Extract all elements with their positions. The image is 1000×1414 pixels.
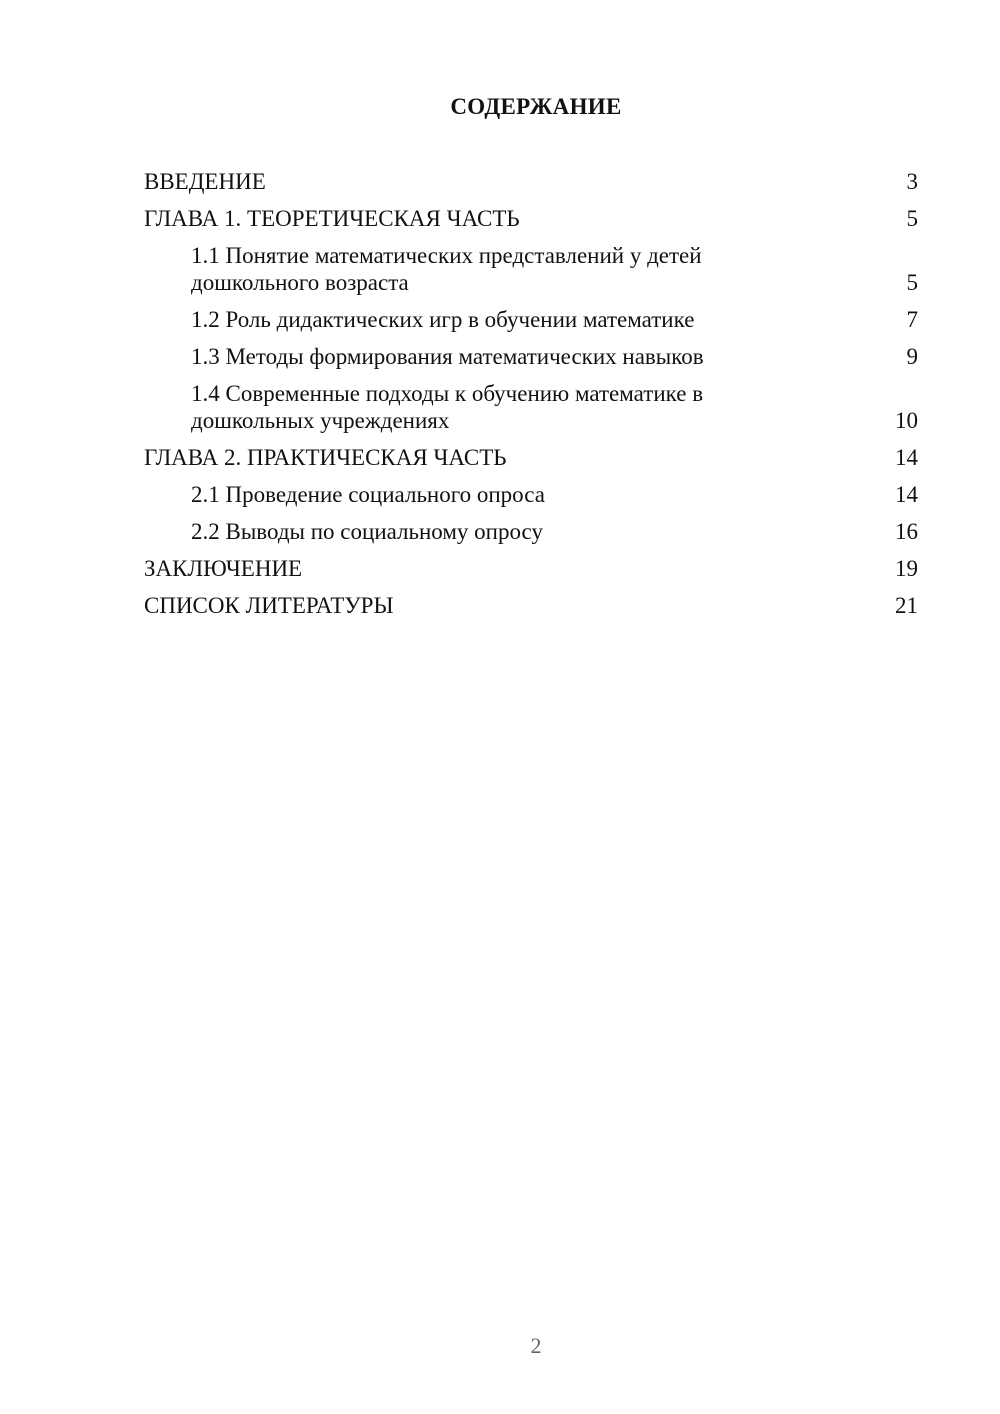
toc-entry-references[interactable] xyxy=(144,592,918,619)
toc-entry-label: 1.3 Методы формирования математических навыков xyxy=(191,344,704,369)
toc-entry-page: 5 xyxy=(906,270,918,295)
table-of-contents xyxy=(144,168,918,629)
toc-entry-page: 19 xyxy=(895,556,918,581)
toc-entry-label: 2.2 Выводы по социальному опросу xyxy=(191,519,543,544)
toc-entry-section-1-2[interactable] xyxy=(144,306,918,333)
page-number: 2 xyxy=(530,1333,542,1358)
page-title: СОДЕРЖАНИЕ xyxy=(450,94,622,119)
toc-entry-page: 9 xyxy=(906,344,918,369)
toc-entry-chapter-1[interactable] xyxy=(144,205,918,232)
toc-entry-label: 2.1 Проведение социального опроса xyxy=(191,482,545,507)
toc-entry-page: 10 xyxy=(895,408,918,433)
toc-entry-section-1-1[interactable] xyxy=(144,242,918,296)
toc-entry-label: 1.2 Роль дидактических игр в обучении математике xyxy=(191,307,695,332)
toc-entry-introduction[interactable] xyxy=(144,168,918,195)
toc-entry-page: 14 xyxy=(895,445,918,470)
toc-entry-page: 5 xyxy=(906,206,918,231)
toc-entry-section-1-3[interactable] xyxy=(144,343,918,370)
toc-entry-page: 7 xyxy=(906,307,918,332)
toc-entry-label: ЗАКЛЮЧЕНИЕ xyxy=(144,556,303,581)
toc-entry-label: 1.1 Понятие математических представлений у детей дошкольного возраста xyxy=(191,243,702,295)
toc-entry-page: 16 xyxy=(895,519,918,544)
toc-entry-page: 21 xyxy=(895,593,918,618)
toc-entry-section-2-1[interactable] xyxy=(144,481,918,508)
toc-entry-label: ГЛАВА 2. ПРАКТИЧЕСКАЯ ЧАСТЬ xyxy=(144,445,507,470)
toc-entry-section-1-4[interactable] xyxy=(144,380,918,434)
toc-entry-label: 1.4 Современные подходы к обучению математике в дошкольных учреждениях xyxy=(191,381,704,433)
toc-entry-conclusion[interactable] xyxy=(144,555,918,582)
toc-entry-page: 3 xyxy=(906,169,918,194)
toc-entry-label: ГЛАВА 1. ТЕОРЕТИЧЕСКАЯ ЧАСТЬ xyxy=(144,206,520,231)
toc-entry-label: СПИСОК ЛИТЕРАТУРЫ xyxy=(144,593,394,618)
toc-entry-label: ВВЕДЕНИЕ xyxy=(144,169,266,194)
toc-entry-page: 14 xyxy=(895,482,918,507)
toc-entry-section-2-2[interactable] xyxy=(144,518,918,545)
toc-entry-chapter-2[interactable] xyxy=(144,444,918,471)
